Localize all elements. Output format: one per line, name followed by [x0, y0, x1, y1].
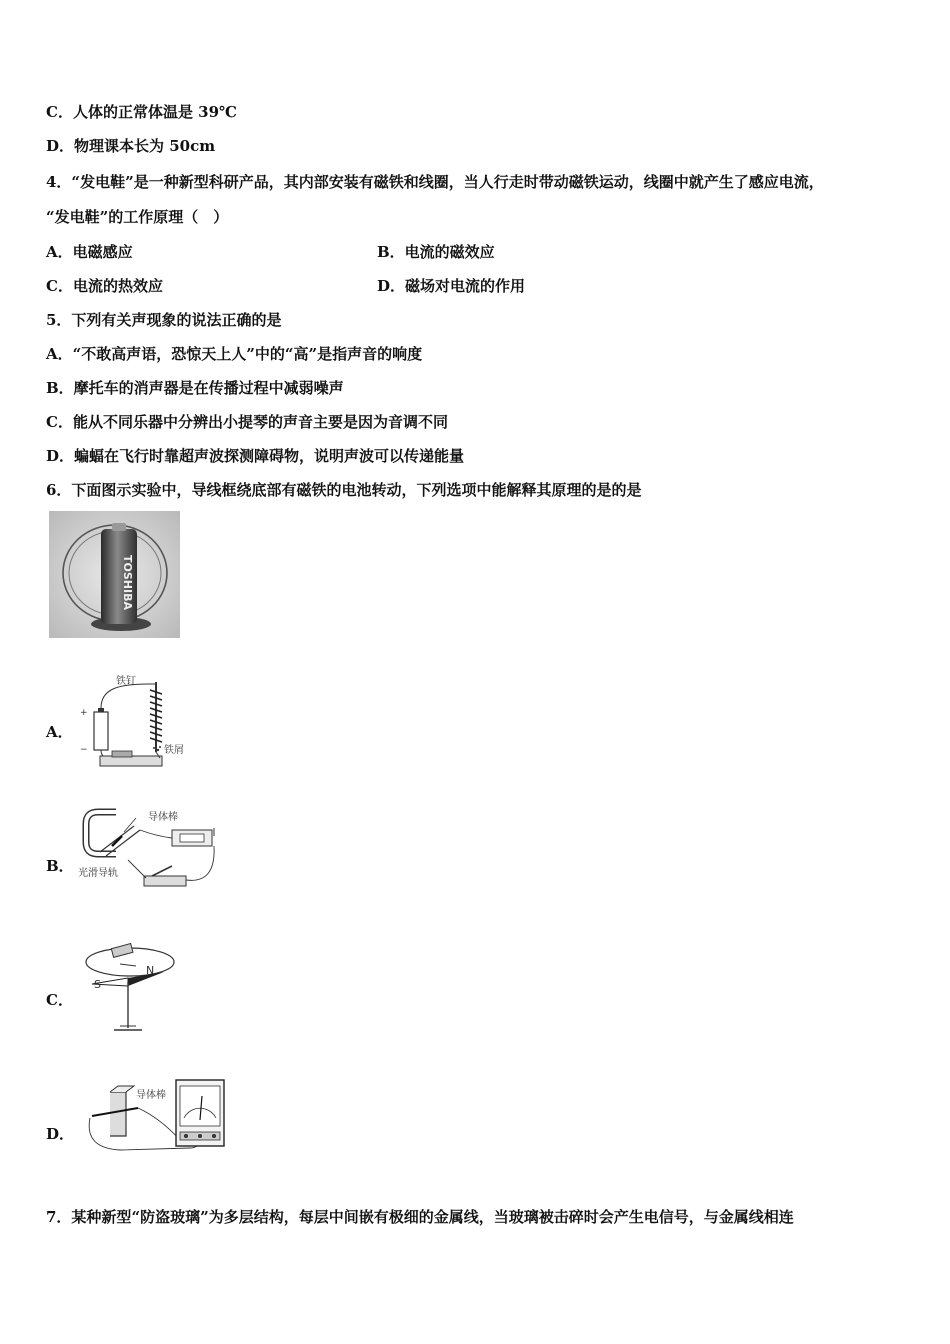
q6-option-c-label: C． [46, 991, 73, 1009]
q4-option-b: B．电流的磁效应 [377, 243, 495, 261]
q4-option-d: D．磁场对电流的作用 [377, 277, 526, 295]
q5-stem: 5．下列有关声现象的说法正确的是 [46, 311, 282, 329]
conductor-rod-svg [76, 806, 224, 898]
oersted-svg [80, 938, 180, 1042]
q4-option-c: C．电流的热效应 [46, 277, 163, 295]
electromagnet-figure [76, 672, 206, 777]
battery-photo-svg [49, 511, 180, 638]
q4-stem-line1: 4．“发电鞋”是一种新型科研产品，其内部安装有磁铁和线圈，当人行走时带动磁铁运动，线圈中就产生了感应电流， [46, 173, 824, 191]
q3-option-d: D．物理课本长为 50cm [46, 137, 216, 155]
generator-figure [80, 1078, 228, 1160]
generator-svg [80, 1078, 228, 1160]
switch-base [100, 756, 162, 766]
battery-motor-photo [49, 511, 180, 638]
battery-icon [94, 712, 108, 750]
switch-base [144, 876, 186, 886]
electromagnet-svg [76, 672, 206, 777]
q5-option-b: B．摩托车的消声器是在传播过程中减弱噪声 [46, 379, 344, 397]
horseshoe-magnet [86, 812, 116, 854]
conductor-rod-figure [76, 806, 224, 898]
coil-windings [150, 690, 162, 742]
minus-sign: − [80, 745, 88, 755]
q6-option-a-label: A． [46, 723, 73, 741]
q4-stem-line2: “发电鞋”的工作原理（ ） [46, 208, 229, 226]
oersted-figure [80, 938, 180, 1042]
rod-label: 导体棒 [136, 1090, 166, 1101]
q7-stem: 7．某种新型“防盗玻璃”为多层结构，每层中间嵌有极细的金属线，当玻璃被击碎时会产生电信号，与金属线相连 [46, 1208, 794, 1226]
filings-label: 铁屑 [164, 745, 184, 756]
rod-label: 导体棒 [148, 812, 178, 823]
battery-brand-text: TOSHIBA [121, 555, 134, 610]
q6-stem: 6．下面图示实验中，导线框绕底部有磁铁的电池转动，下列选项中能解释其原理的是的是 [46, 481, 642, 499]
q5-option-a: A．“不敢高声语，恐惊天上人”中的“高”是指声音的响度 [46, 345, 423, 363]
battery-icon [111, 944, 133, 958]
magnet-block [110, 1092, 126, 1136]
rail-label: 光滑导轨 [78, 868, 118, 879]
south-label: S [94, 978, 101, 991]
north-label: N [146, 964, 155, 977]
q6-option-b-label: B． [46, 857, 74, 875]
nail-label: 铁钉 [116, 676, 136, 687]
plus-sign: + [80, 708, 88, 718]
q5-option-d: D．蝙蝠在飞行时靠超声波探测障碍物，说明声波可以传递能量 [46, 447, 465, 465]
q6-option-d-label: D． [46, 1125, 75, 1143]
q4-option-a: A．电磁感应 [46, 243, 133, 261]
q3-option-c: C．人体的正常体温是 39℃ [46, 103, 238, 121]
q5-option-c: C．能从不同乐器中分辨出小提琴的声音主要是因为音调不同 [46, 413, 448, 431]
